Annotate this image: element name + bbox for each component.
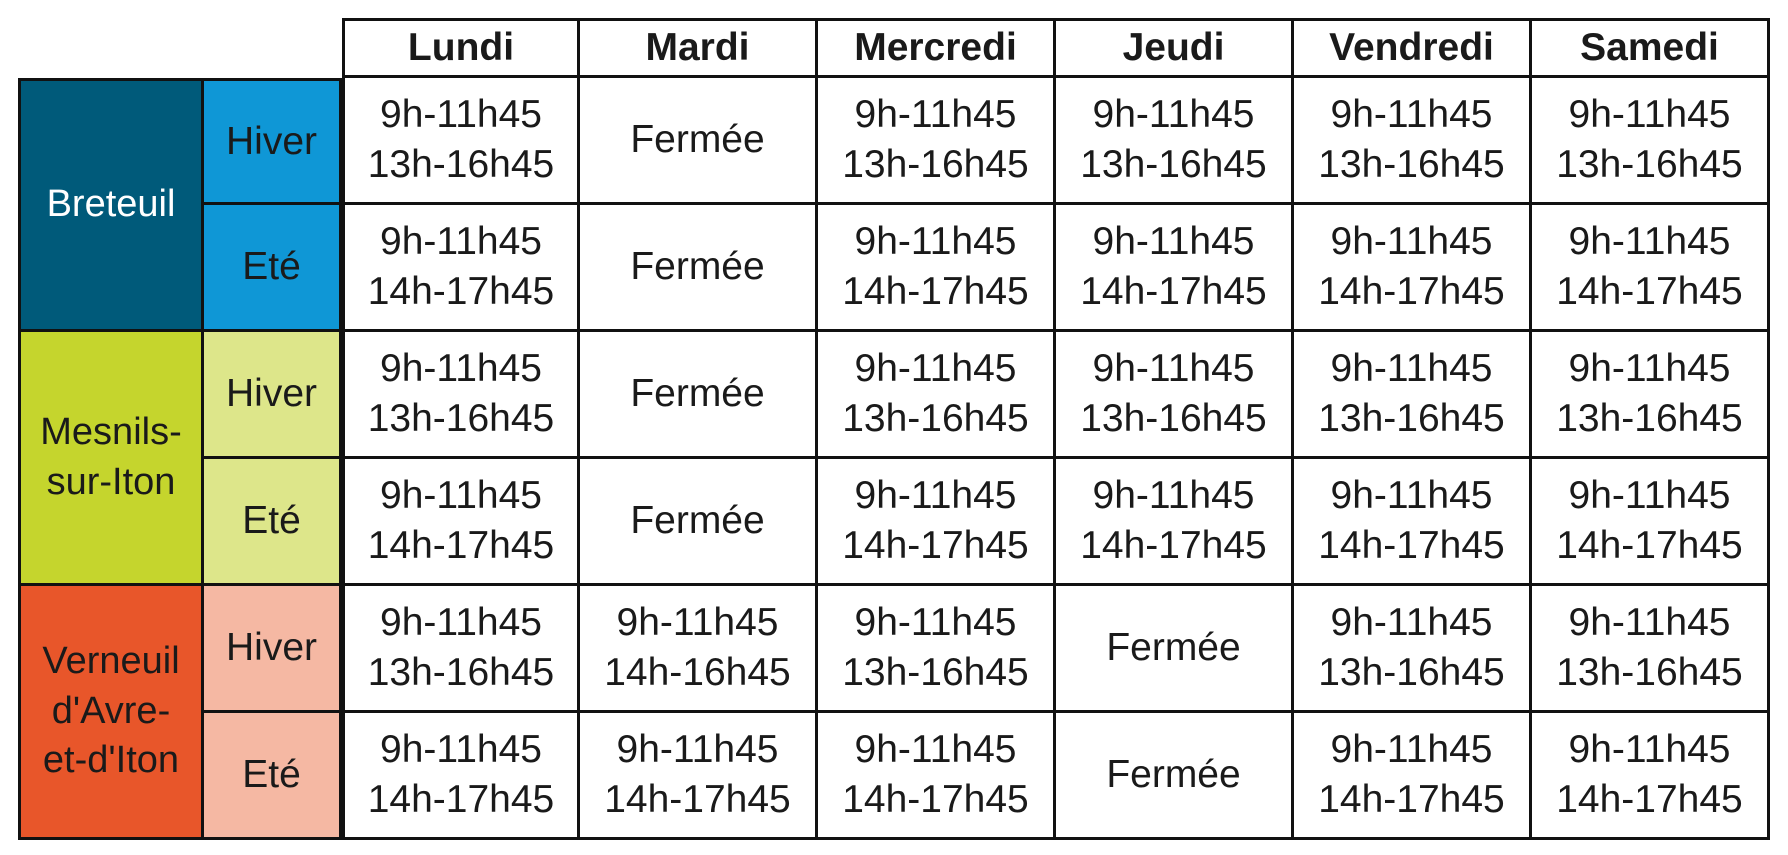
hours-line-2: 13h-16h45 [1556,651,1743,694]
hours-cell [1294,78,1532,205]
hours-line-2: 14h-17h45 [1318,778,1505,821]
day-header-jeudi: Jeudi [1056,18,1294,78]
day-header-samedi: Samedi [1532,18,1770,78]
hours-line-1: 9h-11h45 [854,728,1017,772]
hours-cell [1294,332,1532,459]
hours-line-1: 9h-11h45 [616,728,779,772]
hours-line-1: 9h-11h45 [380,474,542,518]
hours-line-2: 13h-16h45 [1556,397,1743,440]
hours-cell [580,78,818,205]
hours-line-2: 14h-17h45 [1318,270,1505,313]
hours-line-2: 14h-17h45 [1080,524,1267,567]
hours-cell [818,586,1056,713]
hours-line-1: 9h-11h45 [1568,220,1731,264]
day-header-vendredi: Vendredi [1294,18,1532,78]
hours-line-1: Fermée [1106,753,1241,797]
hours-cell [580,459,818,586]
hours-cell [1056,586,1294,713]
hours-line-1: 9h-11h45 [1092,347,1255,391]
hours-line-2: 13h-16h45 [1318,143,1505,186]
day-header-mercredi: Mercredi [818,18,1056,78]
hours-cell [1056,78,1294,205]
hours-line-2: 13h-16h45 [1318,651,1505,694]
hours-line-1: 9h-11h45 [380,601,542,645]
hours-cell [1532,586,1770,713]
hours-line-1: 9h-11h45 [1330,220,1493,264]
hours-line-1: 9h-11h45 [854,601,1017,645]
hours-line-2: 13h-16h45 [367,651,555,694]
season-label-cell: Eté [204,205,342,332]
hours-line-2: 14h-17h45 [1556,778,1743,821]
season-label-cell: Hiver [204,332,342,459]
site-name-cell: Mesnils- sur-Iton [18,332,204,586]
hours-line-1: 9h-11h45 [1330,728,1493,772]
corner-blank-season [204,18,342,78]
corner-blank-site [18,18,204,78]
season-label-cell: Hiver [204,586,342,713]
season-label-cell: Eté [204,713,342,840]
season-label-cell: Hiver [204,78,342,205]
hours-line-1: 9h-11h45 [380,347,542,391]
hours-cell [1532,205,1770,332]
hours-line-1: 9h-11h45 [380,728,542,772]
hours-line-1: Fermée [630,499,765,543]
hours-line-2: 14h-17h45 [1080,270,1267,313]
hours-line-2: 13h-16h45 [842,143,1029,186]
hours-line-1: 9h-11h45 [380,220,542,264]
hours-line-1: Fermée [630,245,765,289]
hours-cell [818,713,1056,840]
hours-cell [342,78,580,205]
hours-line-2: 14h-17h45 [1556,270,1743,313]
hours-cell [1056,459,1294,586]
hours-line-2: 13h-16h45 [842,651,1029,694]
hours-line-1: 9h-11h45 [854,347,1017,391]
hours-cell [580,205,818,332]
hours-line-1: 9h-11h45 [854,474,1017,518]
hours-line-2: 13h-16h45 [1080,143,1267,186]
hours-line-2: 14h-17h45 [842,524,1029,567]
hours-line-2: 14h-17h45 [842,270,1029,313]
hours-line-1: 9h-11h45 [1330,347,1493,391]
hours-line-1: Fermée [630,118,765,162]
hours-line-2: 14h-17h45 [367,270,555,313]
hours-line-1: 9h-11h45 [1568,728,1731,772]
hours-line-2: 13h-16h45 [367,143,555,186]
hours-cell [342,459,580,586]
hours-line-1: 9h-11h45 [1330,93,1493,137]
hours-cell [818,459,1056,586]
hours-line-2: 13h-16h45 [1318,397,1505,440]
hours-cell [1294,713,1532,840]
hours-cell [1294,459,1532,586]
site-name-cell: Breteuil [18,78,204,332]
day-header-mardi: Mardi [580,18,818,78]
hours-line-2: 14h-17h45 [604,778,791,821]
hours-line-1: 9h-11h45 [1568,474,1731,518]
hours-line-2: 13h-16h45 [367,397,555,440]
hours-line-2: 14h-17h45 [367,778,555,821]
hours-cell [1056,205,1294,332]
hours-cell [342,205,580,332]
hours-line-1: 9h-11h45 [1092,93,1255,137]
hours-line-1: 9h-11h45 [1330,474,1493,518]
hours-line-2: 14h-17h45 [1556,524,1743,567]
hours-cell [1056,713,1294,840]
hours-cell [818,332,1056,459]
hours-line-1: 9h-11h45 [1092,474,1255,518]
hours-cell [818,78,1056,205]
hours-cell [1532,78,1770,205]
hours-line-1: 9h-11h45 [854,220,1017,264]
hours-cell [342,586,580,713]
hours-cell [1532,713,1770,840]
hours-cell [1532,459,1770,586]
hours-line-1: Fermée [1106,626,1241,670]
hours-line-2: 14h-17h45 [367,524,555,567]
hours-cell [342,713,580,840]
season-label-cell: Eté [204,459,342,586]
hours-line-2: 13h-16h45 [1080,397,1267,440]
hours-cell [580,713,818,840]
hours-line-2: 14h-17h45 [1318,524,1505,567]
hours-cell [1294,205,1532,332]
opening-hours-table [18,18,1770,839]
hours-cell [1294,586,1532,713]
hours-line-2: 14h-16h45 [604,651,791,694]
hours-line-1: 9h-11h45 [1568,93,1731,137]
hours-cell [342,332,580,459]
day-header-lundi: Lundi [342,18,580,78]
hours-line-1: 9h-11h45 [854,93,1017,137]
hours-line-2: 14h-17h45 [842,778,1029,821]
hours-line-2: 13h-16h45 [1556,143,1743,186]
hours-line-1: 9h-11h45 [1330,601,1493,645]
hours-cell [818,205,1056,332]
hours-line-1: 9h-11h45 [1568,347,1731,391]
hours-line-1: 9h-11h45 [1092,220,1255,264]
hours-line-1: 9h-11h45 [1568,601,1731,645]
hours-line-1: 9h-11h45 [380,93,542,137]
hours-cell [1532,332,1770,459]
hours-cell [1056,332,1294,459]
site-name-cell: Verneuil d'Avre- et-d'Iton [18,586,204,840]
hours-line-2: 13h-16h45 [842,397,1029,440]
hours-line-1: 9h-11h45 [616,601,779,645]
hours-cell [580,586,818,713]
hours-cell [580,332,818,459]
hours-line-1: Fermée [630,372,765,416]
